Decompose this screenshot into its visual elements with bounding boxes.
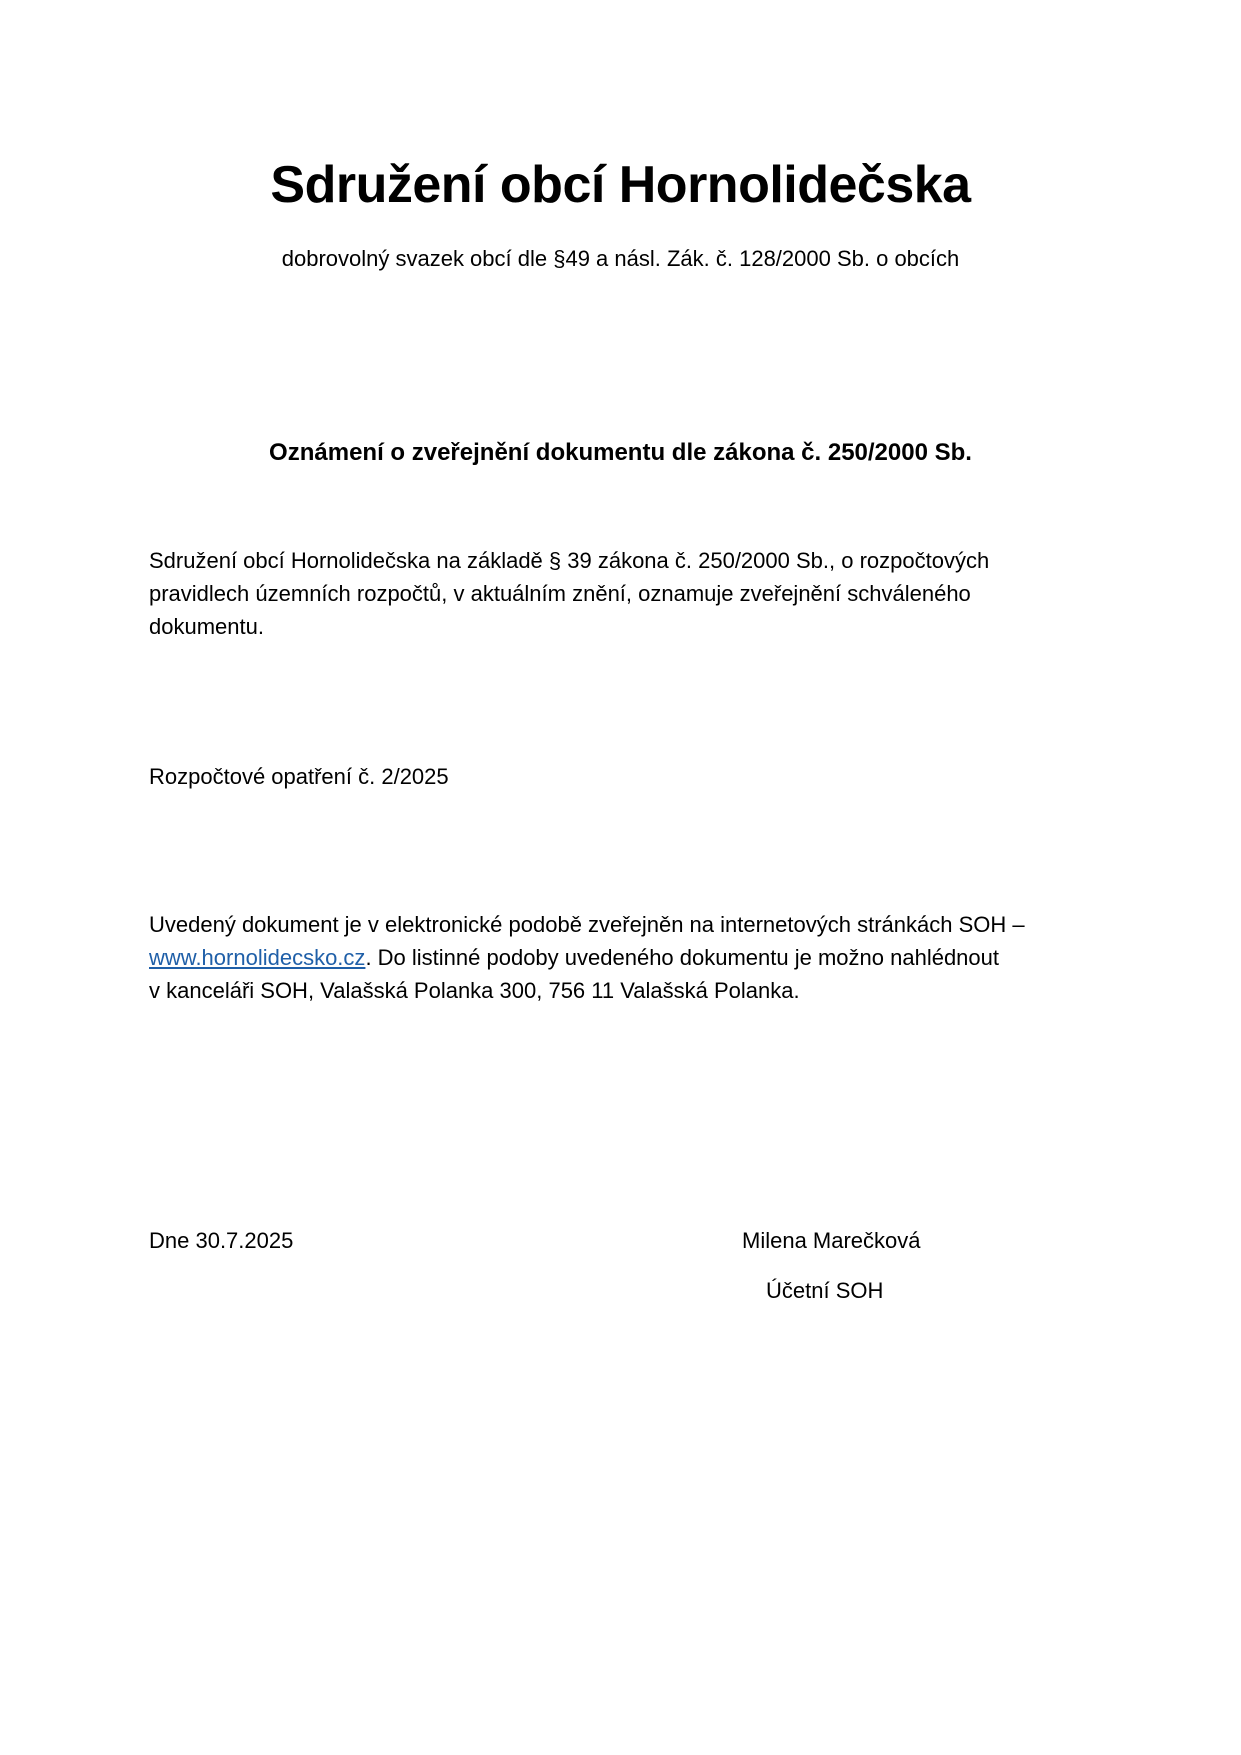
intro-line-3: dokumentu. xyxy=(149,614,264,639)
document-name: Rozpočtové opatření č. 2/2025 xyxy=(149,764,449,789)
availability-line-3: v kanceláři SOH, Valašská Polanka 300, 756 11 Valašská Polanka. xyxy=(149,978,800,1003)
signer-name: Milena Marečková xyxy=(742,1228,921,1253)
date-text: Dne 30.7.2025 xyxy=(149,1228,294,1253)
availability-line-2-text: . Do listinné podoby uvedeného dokumentu je možno nahlédnout xyxy=(365,945,1000,970)
availability-paragraph xyxy=(149,908,1089,1007)
organization-title: Sdružení obcí Hornolidečska xyxy=(270,156,971,214)
intro-line-2: pravidlech územních rozpočtů, v aktuálním znění, oznamuje zveřejnění schváleného xyxy=(149,581,971,606)
organization-subtitle: dobrovolný svazek obcí dle §49 a násl. Zák. č. 128/2000 Sb. o obcích xyxy=(281,246,960,271)
notice-heading: Oznámení o zveřejnění dokumentu dle zákona č. 250/2000 Sb. xyxy=(269,439,972,466)
availability-line-1: Uvedený dokument je v elektronické podobě zveřejněn na internetových stránkách SOH – xyxy=(149,912,1025,937)
website-link[interactable]: www.hornolidecsko.cz xyxy=(149,945,366,970)
intro-line-1: Sdružení obcí Hornolidečska na základě § 39 zákona č. 250/2000 Sb., o rozpočtových xyxy=(149,548,990,573)
intro-paragraph xyxy=(149,544,1089,643)
availability-line-2 xyxy=(149,941,1089,974)
signer-role: Účetní SOH xyxy=(766,1278,884,1303)
